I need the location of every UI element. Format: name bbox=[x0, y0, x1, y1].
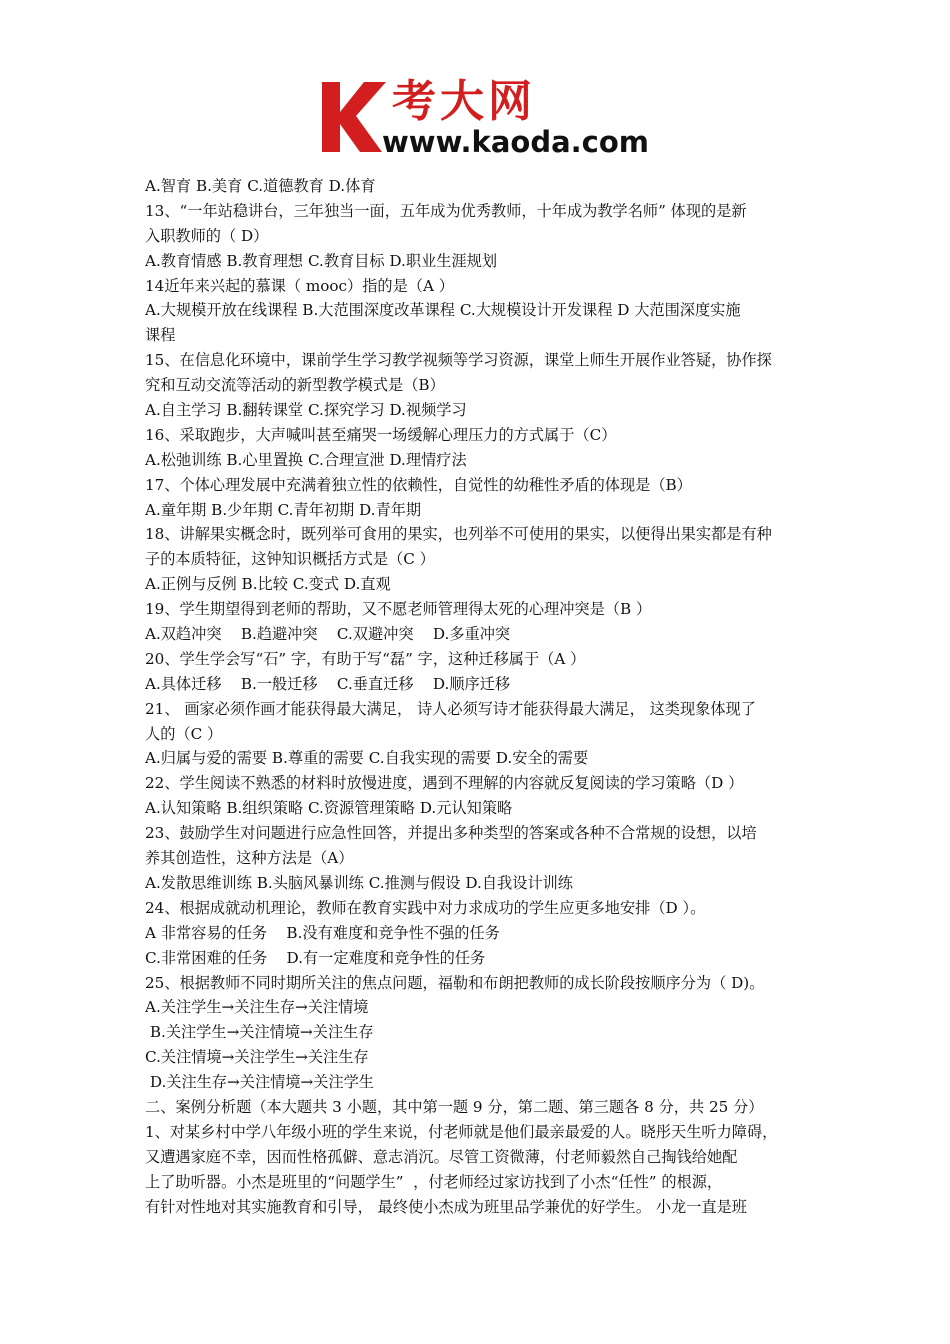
text-line: 子的本质特征，这钟知识概括方式是（C ） bbox=[145, 550, 435, 569]
text-line: A.双趋冲突 B.趋避冲突 C.双避冲突 D.多重冲突 bbox=[145, 625, 511, 644]
text-line: D.关注生存→关注情境→关注学生 bbox=[145, 1073, 374, 1092]
text-line: 24、根据成就动机理论，教师在教育实践中对力求成功的学生应更多地安排（D ）。 bbox=[145, 898, 706, 917]
text-line: A.具体迁移 B.一般迁移 C.垂直迁移 D.顺序迁移 bbox=[145, 674, 511, 693]
text-line: A.松弛训练 B.心里置换 C.合理宣泄 D.理情疗法 bbox=[145, 450, 467, 469]
text-line: C.关注情境→关注学生→关注生存 bbox=[145, 1048, 369, 1067]
text-line: A.发散思维训练 B.头脑风暴训练 C.推测与假设 D.自我设计训练 bbox=[145, 873, 573, 892]
text-line: 15、在信息化环境中，课前学生学习教学视频等学习资源，课堂上师生开展作业答疑，协作探 bbox=[145, 351, 772, 370]
text-line: A.正例与反例 B.比较 C.变式 D.直观 bbox=[145, 575, 391, 594]
text-line: 16、采取跑步，大声喊叫甚至痛哭一场缓解心理压力的方式属于（C） bbox=[145, 425, 617, 444]
text-line: 人的（C ） bbox=[145, 724, 223, 743]
text-line: C.非常困难的任务 D.有一定难度和竞争性的任务 bbox=[145, 948, 486, 967]
text-line: 25、根据教师不同时期所关注的焦点问题，福勒和布朗把教师的成长阶段按顺序分为（ D)。 bbox=[145, 973, 765, 992]
text-line: 14近年来兴起的慕课（ mooc）指的是（A ） bbox=[145, 276, 454, 295]
text-line: 上了助听器。小杰是班里的“问题学生” ，付老师经过家访找到了小杰“任性” 的根源， bbox=[145, 1172, 723, 1191]
text-line: 22、学生阅读不熟悉的材料时放慢进度，遇到不理解的内容就反复阅读的学习策略（D ） bbox=[145, 774, 744, 793]
text-line: 又遭遇家庭不幸，因而性格孤僻、意志消沉。尽管工资微薄，付老师毅然自己掏钱给她配 bbox=[145, 1147, 738, 1166]
text-line: A.智育 B.美育 C.道德教育 D.体育 bbox=[145, 177, 376, 195]
text-line: 1、对某乡村中学八年级小班的学生来说，付老师就是他们最亲最爱的人。晓彤天生听力障碍， bbox=[145, 1122, 778, 1141]
k-logo-mark-icon bbox=[318, 76, 390, 158]
text-line: B.关注学生→关注情境→关注生存 bbox=[145, 1023, 374, 1042]
text-line: A.关注学生→关注生存→关注情境 bbox=[145, 998, 369, 1017]
text-line: 23、鼓励学生对问题进行应急性回答，并提出多种类型的答案或各种不合常规的设想，以培 bbox=[145, 824, 757, 843]
text-line: 19、学生期望得到老师的帮助，又不愿老师管理得太死的心理冲突是（B ） bbox=[145, 600, 652, 619]
text-line: 20、学生学会写“石” 字，有助于写“磊” 字，这种迁移属于（A ） bbox=[145, 649, 586, 668]
text-line: A.自主学习 B.翻转课堂 C.探究学习 D.视频学习 bbox=[145, 401, 467, 420]
text-line: 入职教师的（ D） bbox=[145, 226, 269, 245]
text-line: A.童年期 B.少年期 C.青年初期 D.青年期 bbox=[145, 500, 422, 519]
text-line: 21、 画家必须作画才能获得最大满足， 诗人必须写诗才能获得最大满足， 这类现象体现了 bbox=[145, 699, 756, 718]
text-line: A 非常容易的任务 B.没有难度和竞争性不强的任务 bbox=[145, 923, 500, 942]
text-line: 13、“一年站稳讲台，三年独当一面，五年成为优秀教师，十年成为教学名师” 体现的是新 bbox=[145, 201, 747, 220]
text-line: 究和互动交流等活动的新型教学模式是（B） bbox=[145, 376, 445, 395]
logo-url: www.kaoda.com bbox=[382, 125, 649, 159]
text-line: 二、案例分析题（本大题共 3 小题，其中第一题 9 分，第二题、第三题各 8 分，共 25 分） bbox=[145, 1097, 764, 1116]
text-line: A.归属与爱的需要 B.尊重的需要 C.自我实现的需要 D.安全的需要 bbox=[145, 749, 589, 768]
text-line: 18、讲解果实概念时，既列举可食用的果实，也列举不可使用的果实，以便得出果实都是有种 bbox=[145, 525, 772, 544]
text-line: 17、个体心理发展中充满着独立性的依赖性，自觉性的幼稚性矛盾的体现是（B） bbox=[145, 475, 692, 494]
text-line: 课程 bbox=[145, 326, 176, 345]
text-line: A.认知策略 B.组织策略 C.资源管理策略 D.元认知策略 bbox=[145, 799, 513, 818]
text-line: A.教育情感 B.教育理想 C.教育目标 D.职业生涯规划 bbox=[145, 251, 498, 270]
text-line: 有针对性地对其实施教育和引导， 最终使小杰成为班里品学兼优的好学生。 小龙一直是班 bbox=[145, 1197, 747, 1216]
kaoda-logo bbox=[318, 76, 648, 160]
logo-chinese-name: 考大网 bbox=[392, 76, 536, 127]
text-line: A.大规模开放在线课程 B.大范围深度改革课程 C.大规模设计开发课程 D 大范围深度实施 bbox=[145, 301, 741, 320]
document-body bbox=[145, 174, 815, 1219]
text-line: 养其创造性，这种方法是（A） bbox=[145, 849, 354, 868]
